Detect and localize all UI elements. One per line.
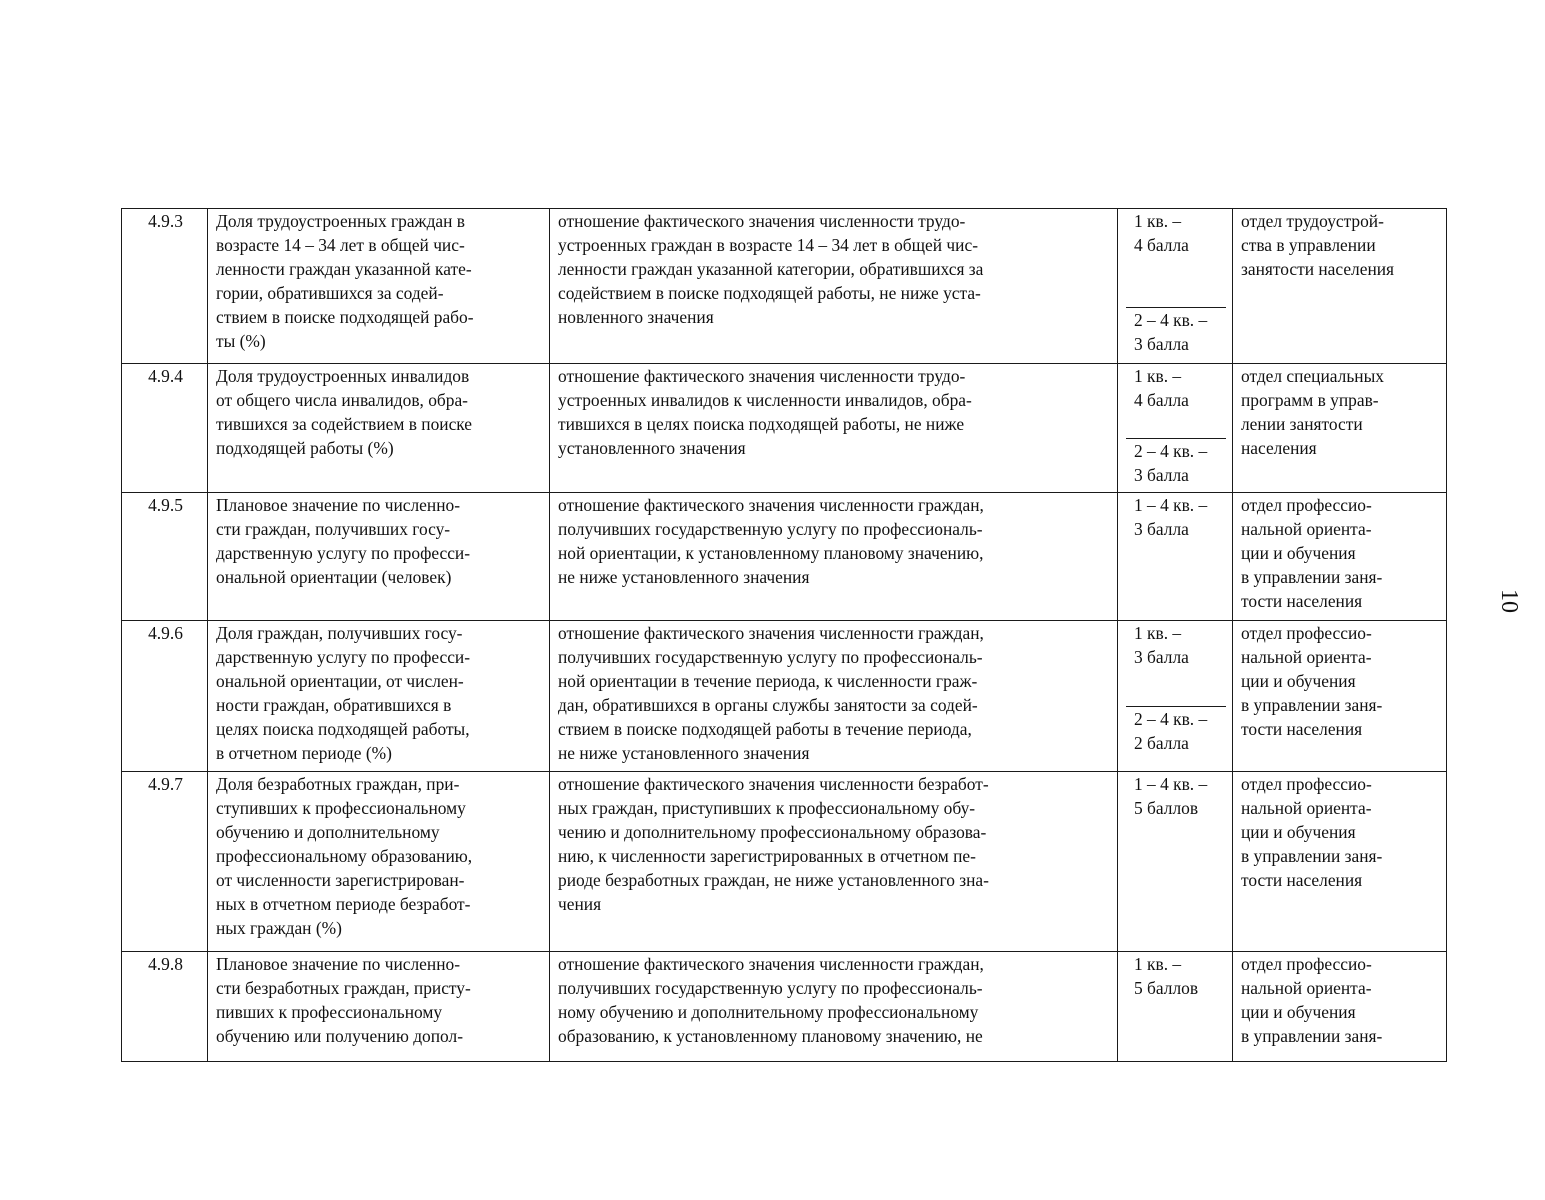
calculation-method: отношение фактического значения численности трудо- устроенных граждан в возрасте 14 – 34 лет в общей чис- ленности граждан указанной категории, обратившихся за содействием в поиске подходящей работы, не ниже уста- новленного значения [550,209,1118,364]
score-cell [1118,621,1233,772]
row-number: 4.9.8 [122,952,208,1062]
indicator-name: Доля граждан, получивших госу- дарственную услугу по професси- ональной ориентации, от числен- ности граждан, обратившихся в целях поиска подходящей работы, в отчетном периоде (%) [208,621,550,772]
row-number: 4.9.4 [122,364,208,493]
score-cell [1118,952,1233,1062]
score-q2-4: 2 – 4 кв. – 2 балла [1126,706,1226,755]
table-row [122,952,1447,1062]
responsible-department: отдел профессио- нальной ориента- ции и обучения в управлении заня- [1233,952,1447,1062]
row-number: 4.9.3 [122,209,208,364]
row-number: 4.9.6 [122,621,208,772]
calculation-method: отношение фактического значения численности безработ- ных граждан, приступивших к профессиональному обу- чению и дополнительному профессиональному образова- нию, к численности зарегистрированных в отчетном пе- риоде безработных граждан, не ниже установленного зна- чения [550,772,1118,952]
table-row [122,621,1447,772]
indicator-name: Плановое значение по численно- сти безработных граждан, присту- пивших к профессиональному обучению или получению допол- [208,952,550,1062]
score-q2-4: 2 – 4 кв. – 3 балла [1126,307,1226,356]
responsible-department: отдел профессио- нальной ориента- ции и обучения в управлении заня- тости населения [1233,493,1447,621]
score-q2-4: 2 – 4 кв. – 3 балла [1126,438,1226,487]
score-cell [1118,493,1233,621]
row-number: 4.9.5 [122,493,208,621]
indicator-name: Доля трудоустроенных граждан в возрасте 14 – 34 лет в общей чис- ленности граждан указанной кате- гории, обратившихся за содей- ствием в поиске подходящей рабо- ты (%) [208,209,550,364]
score-q1: 1 кв. – 3 балла [1134,623,1189,667]
score-q1-4: 1 – 4 кв. – 5 баллов [1134,774,1208,818]
responsible-department: отдел трудоустрой- ства в управлении занятости населения [1233,209,1447,364]
table-row [122,772,1447,952]
calculation-method: отношение фактического значения численности граждан, получивших государственную услугу по профессиональ- ному обучению и дополнительному профессиональному образованию, к установленному плановому значению, не [550,952,1118,1062]
page-number: 10 [1496,589,1522,613]
calculation-method: отношение фактического значения численности граждан, получивших государственную услугу по профессиональ- ной ориентации, к установленному плановому значению, не ниже установленного значения [550,493,1118,621]
indicator-name: Плановое значение по численно- сти граждан, получивших госу- дарственную услугу по професси- ональной ориентации (человек) [208,493,550,621]
indicator-name: Доля безработных граждан, при- ступивших к профессиональному обучению и дополнительному профессиональному образованию, от численности зарегистрирован- ных в отчетном периоде безработ- ных граждан (%) [208,772,550,952]
score-cell [1118,364,1233,493]
calculation-method: отношение фактического значения численности граждан, получивших государственную услугу по профессиональ- ной ориентации в течение периода, к численности граж- дан, обратившихся в органы службы занятости за содей- ствием в поиске подходящей работы в течение периода, не ниже установленного значения [550,621,1118,772]
score-cell [1118,772,1233,952]
calculation-method: отношение фактического значения численности трудо- устроенных инвалидов к численности инвалидов, обра- тившихся в целях поиска подходящей работы, не ниже установленного значения [550,364,1118,493]
score-q1: 1 кв. – 5 баллов [1134,954,1199,998]
score-q1-4: 1 – 4 кв. – 3 балла [1134,495,1208,539]
criteria-table [121,208,1447,1062]
score-q1: 1 кв. – 4 балла [1134,366,1189,410]
score-cell [1118,209,1233,364]
table-row [122,493,1447,621]
responsible-department: отдел профессио- нальной ориента- ции и обучения в управлении заня- тости населения [1233,772,1447,952]
indicator-name: Доля трудоустроенных инвалидов от общего числа инвалидов, обра- тившихся за содействием в поиске подходящей работы (%) [208,364,550,493]
responsible-department: отдел специальных программ в управ- лении занятости населения [1233,364,1447,493]
score-q1: 1 кв. – 4 балла [1134,211,1189,255]
table-row [122,209,1447,364]
responsible-department: отдел профессио- нальной ориента- ции и обучения в управлении заня- тости населения [1233,621,1447,772]
table-row [122,364,1447,493]
row-number: 4.9.7 [122,772,208,952]
